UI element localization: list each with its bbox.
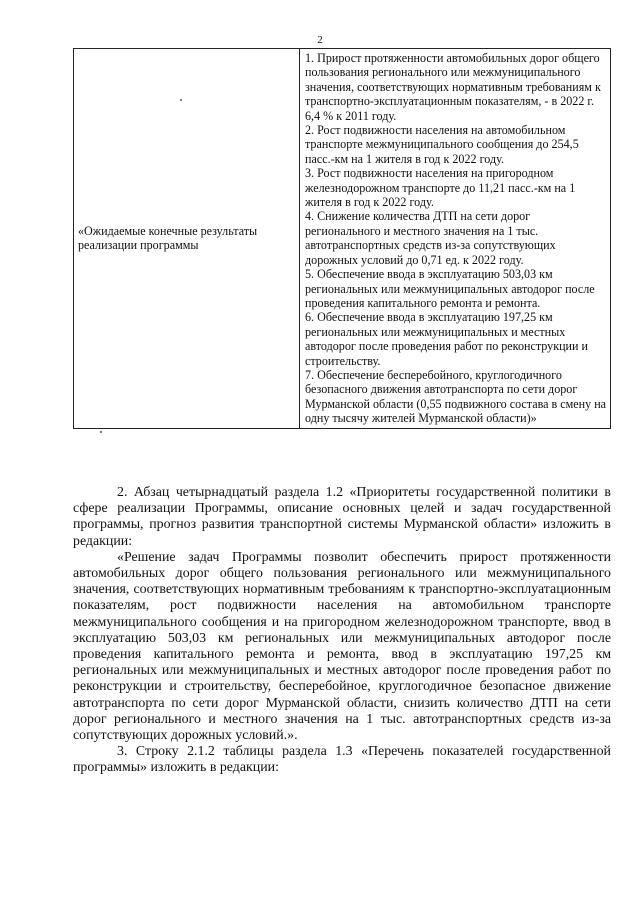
result-item-6: 6. Обеспечение ввода в эксплуатацию 197,25 км региональных или межмуниципальных и местных автодорог после проведения работ по реконструкции и строительству. xyxy=(305,310,588,368)
result-item-5: 5. Обеспечение ввода в эксплуатацию 503,03 км региональных или межмуниципальных автодорог после проведения капитального ремонта и ремонта. xyxy=(305,267,595,310)
document-body xyxy=(73,485,611,777)
scan-speck xyxy=(100,431,102,433)
table-value-cell xyxy=(300,49,611,429)
result-item-3: 3. Рост подвижности населения на пригородном железнодорожном транспорте до 11,21 пасс.-км на 1 жителя в год к 2022 году. xyxy=(305,166,576,210)
table-label-cell: «Ожидаемые конечные результаты реализации программы xyxy=(74,49,300,429)
paragraph-quote: «Решение задач Программы позволит обеспечить прирост протяженности автомобильных дорог общего пользования регионального или межмуниципального значения, соответствующих нормативным требованиям к транспортно-эксплуатационным показателям, рост подвижности населения на автомобильном транспорте межмуниципального сообщения и на пригородном железнодорожном транспорте, ввод в эксплуатацию 503,03 км региональных или межмуниципальных автодорог после проведения капитального ремонта и ремонта, ввод в эксплуатацию 197,25 км региональных или межмуниципальных и местных автодорог после проведения работ по реконструкции и строительству, бесперебойное, круглогодичное безопасное движение автотранспорта по сети дорог Мурманской области, снизить количество ДТП на сети дорог регионального и местного значения на 1 тыс. автотранспортных средств из-за сопутствующих дорожных условий.». xyxy=(73,549,611,744)
expected-results-table xyxy=(73,48,611,429)
result-item-4: 4. Снижение количества ДТП на сети дорог регионального и местного значения на 1 тыс. автотранспортных средств из-за сопутствующих дорожных условий до 0,71 ед. к 2022 году. xyxy=(305,209,556,267)
page-number: 2 xyxy=(317,34,323,46)
result-item-1: 1. Прирост протяженности автомобильных дорог общего пользования регионального или межмуниципального значения, соответствующих нормативным требованиям к транспортно-эксплуатационным показателям, - в 2022 г. 6,4 % к 2011 году. xyxy=(305,51,601,123)
result-item-7: 7. Обеспечение бесперебойного, круглогодичного безопасного движения автотранспорта по сети дорог Мурманской области (0,55 подвижного состава в смену на одну тысячу жителей Мурманской области)» xyxy=(305,367,607,426)
scan-speck xyxy=(180,99,182,101)
table-row xyxy=(74,49,611,429)
paragraph-section-3: 3. Строку 2.1.2 таблицы раздела 1.3 «Перечень показателей государственной программы» изложить в редакции: xyxy=(73,744,611,776)
paragraph-section-2: 2. Абзац четырнадцатый раздела 1.2 «Приоритеты государственной политики в сфере реализации Программы, описание основных целей и задач государственной программы, прогноз развития транспортной системы Мурманской области» изложить в редакции: xyxy=(73,485,611,549)
result-item-2: 2. Рост подвижности населения на автомобильном транспорте межмуниципального сообщения до 254,5 пасс.-км на 1 жителя в год к 2022 году. xyxy=(305,123,579,166)
